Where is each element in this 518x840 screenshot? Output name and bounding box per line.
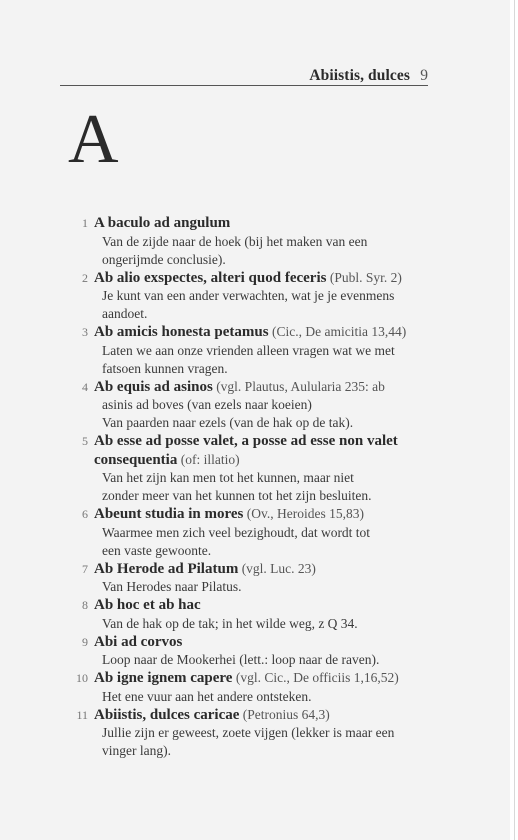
entry-headline-continued (94, 451, 436, 470)
translation-line: zonder meer van het kunnen tot het zijn besluiten. (102, 488, 372, 503)
translation-line: Van het zijn kan men tot het kunnen, maar niet (102, 470, 354, 485)
running-head (60, 64, 428, 84)
running-title: Abiistis, dulces (309, 67, 410, 84)
translation-line: fatsoen kunnen vragen. (102, 360, 228, 376)
entry-number: 2 (82, 270, 88, 285)
latin-phrase: Ab esse ad posse valet, a posse ad esse non valet (94, 433, 398, 449)
entry-number: 6 (82, 507, 88, 521)
translation-line: een vaste gewoonte. (102, 542, 212, 558)
entry-headline (94, 633, 436, 652)
latin-phrase: Ab igne ignem capere (94, 670, 233, 686)
translation-line: Van de zijde naar de hoek (bij het maken van een (102, 233, 368, 249)
entry-headline (94, 505, 436, 524)
source-reference: (Publ. Syr. 2) (326, 269, 402, 285)
source-reference: (Ov., Heroides 15,83) (243, 506, 364, 521)
entry (76, 432, 436, 505)
entry (76, 214, 436, 269)
translation-line: Het ene vuur aan het andere ontsteken. (102, 688, 312, 704)
page-number: 9 (420, 67, 428, 84)
entry (76, 633, 436, 670)
entry-headline (94, 323, 436, 342)
entry (76, 706, 436, 761)
page-edge (510, 0, 514, 840)
entry-headline (94, 269, 436, 288)
entry-number: 11 (76, 707, 88, 722)
source-reference: (of: illatio) (177, 451, 240, 467)
latin-phrase: Ab alio exspectes, alteri quod feceris (94, 269, 327, 286)
translation-line: Van paarden naar ezels (van de hak op de tak). (102, 415, 354, 430)
entry (76, 323, 436, 378)
entry (76, 669, 436, 706)
entry-number: 10 (76, 671, 88, 685)
latin-phrase: Abiistis, dulces caricae (94, 706, 240, 723)
entry (76, 269, 436, 324)
source-reference-continued: asinis ad boves (van ezels naar koeien) (102, 397, 312, 412)
entry-headline (94, 596, 436, 615)
translation-line: Loop naar de Mookerhei (lett.: loop naar de raven). (102, 652, 380, 667)
translation-line: Waarmee men zich veel bezighoudt, dat wordt tot (102, 524, 371, 540)
entry-number: 1 (82, 216, 88, 230)
latin-phrase: Ab Herode ad Pilatum (94, 560, 239, 577)
latin-phrase: Abeunt studia in mores (94, 506, 244, 522)
entry-number: 8 (82, 598, 88, 612)
entry-number: 5 (82, 434, 88, 448)
section-letter: A (68, 101, 119, 178)
translation-line: Laten we aan onze vrienden alleen vragen wat we met (102, 342, 395, 358)
latin-phrase: Ab hoc et ab hac (94, 597, 201, 613)
header-rule (60, 85, 428, 86)
entry-headline (94, 432, 436, 451)
translation-line: Jullie zijn er geweest, zoete vijgen (lekker is maar een (102, 725, 395, 740)
translation-line: ongerijmde conclusie). (102, 251, 226, 267)
entry (76, 560, 436, 597)
source-reference: (Petronius 64,3) (239, 706, 330, 722)
latin-phrase: Abi ad corvos (94, 633, 183, 650)
latin-phrase: Ab equis ad asinos (94, 378, 213, 395)
entry (76, 505, 436, 560)
source-reference: (vgl. Cic., De officiis 1,16,52) (232, 670, 399, 685)
source-reference: (Cic., De amicitia 13,44) (268, 324, 407, 339)
entry-headline (94, 214, 436, 233)
source-reference: (vgl. Plautus, Aulularia 235: ab (212, 378, 385, 394)
entry-number: 7 (82, 561, 88, 576)
translation-line: Je kunt van een ander verwachten, wat je je evenmens (102, 288, 395, 303)
entry-number: 9 (82, 634, 88, 649)
entry-number: 3 (82, 325, 88, 339)
entry-headline (94, 560, 436, 579)
translation-line: vinger lang). (102, 743, 171, 758)
latin-phrase-continued: consequentia (94, 451, 178, 468)
source-reference: (vgl. Luc. 23) (238, 560, 316, 576)
entry (76, 596, 436, 633)
translation-line: Van Herodes naar Pilatus. (102, 579, 242, 594)
entry-number: 4 (82, 379, 88, 394)
entry-headline (94, 378, 436, 397)
latin-phrase: Ab amicis honesta petamus (94, 324, 269, 340)
entry-list (76, 214, 436, 760)
entry-headline (94, 706, 436, 725)
latin-phrase: A baculo ad angulum (94, 215, 231, 231)
entry-headline (94, 669, 436, 688)
translation-line: Van de hak op de tak; in het wilde weg, z Q 34. (102, 615, 358, 631)
entry (76, 378, 436, 433)
translation-line: aandoet. (102, 306, 148, 321)
